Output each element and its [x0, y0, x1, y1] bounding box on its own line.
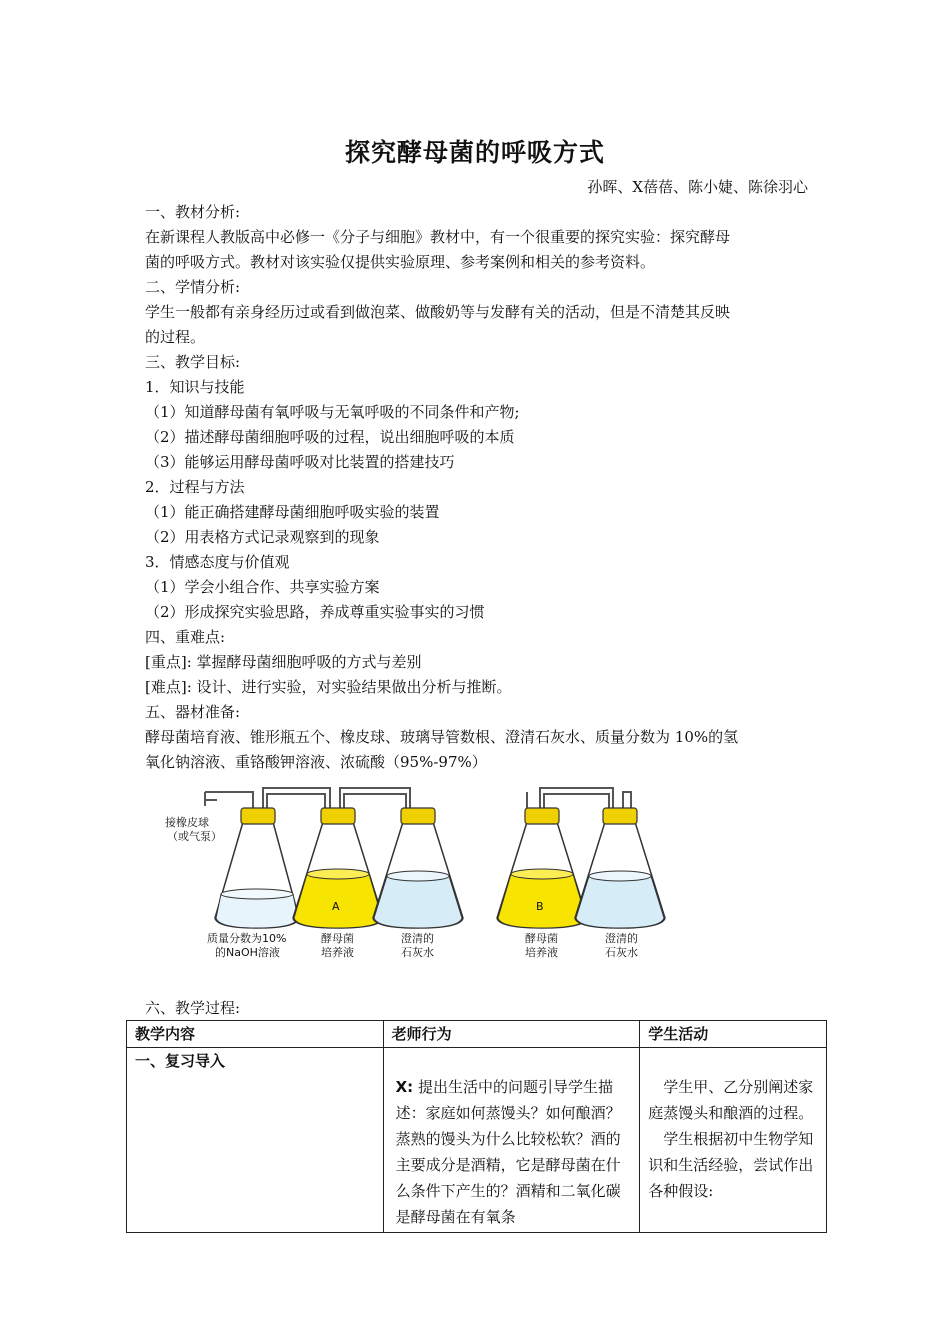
- caption-lime-2: 石灰水: [401, 946, 434, 959]
- list-item: （1）学会小组合作、共享实验方案: [145, 578, 380, 596]
- caption-lime-b-2: 石灰水: [605, 946, 638, 959]
- paragraph-line: 学生一般都有亲身经历过或看到做泡菜、做酸奶等与发酵有关的活动，但是不清楚其反映: [145, 303, 731, 321]
- caption-yeast-2: 培养液: [321, 946, 354, 959]
- experiment-apparatus-figure: [145, 778, 685, 970]
- flask-yeast-a: [293, 808, 383, 928]
- list-item: （3）能够运用酵母菌呼吸对比装置的搭建技巧: [145, 453, 455, 471]
- paragraph-line: 菌的呼吸方式。教材对该实验仅提供实验原理、参考案例和相关的参考资料。: [145, 253, 656, 271]
- paragraph-line: 酵母菌培育液、锥形瓶五个、橡皮球、玻璃导管数根、澄清石灰水、质量分数为 10%的氢: [145, 728, 739, 746]
- pump-label-sub: （或气泵）: [167, 830, 222, 843]
- flask-limewater-1: [373, 808, 463, 928]
- list-item: （2）描述酵母菌细胞呼吸的过程，说出细胞呼吸的本质: [145, 428, 515, 446]
- content-cell: [127, 1048, 384, 1233]
- list-item: （2）用表格方式记录观察到的现象: [145, 528, 380, 546]
- caption-lime: 澄清的: [401, 932, 434, 945]
- key-point: [重点]: 掌握酵母菌细胞呼吸的方式与差别: [145, 653, 422, 671]
- paragraph-line: 在新课程人教版高中必修一《分子与细胞》教材中，有一个很重要的探究实验：探究酵母: [145, 228, 731, 246]
- teacher-cell: [383, 1048, 640, 1233]
- subheading: 1．知识与技能: [145, 378, 245, 396]
- table-header-row: [127, 1021, 827, 1048]
- list-item: （1）能正确搭建酵母菌细胞呼吸实验的装置: [145, 503, 440, 521]
- section-heading: 四、重难点:: [145, 628, 226, 646]
- list-item: （2）形成探究实验思路，养成尊重实验事实的习惯: [145, 603, 485, 621]
- paragraph-line: 的过程。: [145, 328, 206, 346]
- caption-yeast: 酵母菌: [321, 932, 354, 945]
- section-heading: 三、教学目标:: [145, 353, 241, 371]
- subheading: 3．情感态度与价值观: [145, 553, 290, 571]
- difficult-point: [难点]: 设计、进行实验，对实验结果做出分析与推断。: [145, 678, 512, 696]
- flask-yeast-b: [497, 808, 587, 928]
- section-heading: 六、教学过程:: [145, 999, 241, 1017]
- flask-naoh: [215, 808, 299, 928]
- teaching-process-table: [126, 1020, 827, 1233]
- column-header: 学生活动: [640, 1021, 827, 1048]
- student-text: 学生甲、乙分别阐述家庭蒸馒头和酿酒的过程。: [648, 1078, 814, 1122]
- paragraph-line: 氧化钠溶液、重铬酸钾溶液、浓硫酸（95%-97%）: [145, 753, 487, 771]
- section-title: 一、复习导入: [135, 1052, 226, 1070]
- pump-label: 接橡皮球: [165, 816, 209, 829]
- author-line: 孙晖、X蓓蓓、陈小婕、陈徐羽心: [587, 178, 808, 196]
- caption-lime-b: 澄清的: [605, 932, 638, 945]
- flask-limewater-2: [575, 808, 665, 928]
- list-item: （1）知道酵母菌有氧呼吸与无氧呼吸的不同条件和产物;: [145, 403, 520, 421]
- caption-yeast-b: 酵母菌: [525, 932, 558, 945]
- teacher-text: 提出生活中的问题引导学生描述：家庭如何蒸馒头？如何酿酒？蒸熟的馒头为什么比较松软？酒的主要成分是酒精，它是酵母菌在什么条件下产生的？酒精和二氧化碳是酵母菌在有氧条: [395, 1078, 621, 1226]
- subheading: 2．过程与方法: [145, 478, 245, 496]
- teacher-prefix: X:: [395, 1078, 414, 1096]
- student-text: 学生根据初中生物学知识和生活经验，尝试作出各种假设:: [648, 1130, 814, 1200]
- column-header: 教学内容: [127, 1021, 384, 1048]
- section-heading: 一、教材分析:: [145, 203, 241, 221]
- caption-naoh: 质量分数为10%: [207, 932, 287, 945]
- flask-b-label: B: [536, 900, 544, 913]
- flask-a-label: A: [332, 900, 340, 913]
- caption-yeast-b-2: 培养液: [525, 946, 558, 959]
- page-title: 探究酵母菌的呼吸方式: [344, 138, 605, 167]
- caption-naoh-2: 的NaOH溶液: [215, 946, 280, 959]
- section-heading: 二、学情分析:: [145, 278, 241, 296]
- student-cell: [640, 1048, 827, 1233]
- body-text: [145, 200, 810, 775]
- column-header: 老师行为: [383, 1021, 640, 1048]
- section-heading: 五、器材准备:: [145, 703, 241, 721]
- pump-arrow: [205, 792, 217, 800]
- table-row: [127, 1048, 827, 1233]
